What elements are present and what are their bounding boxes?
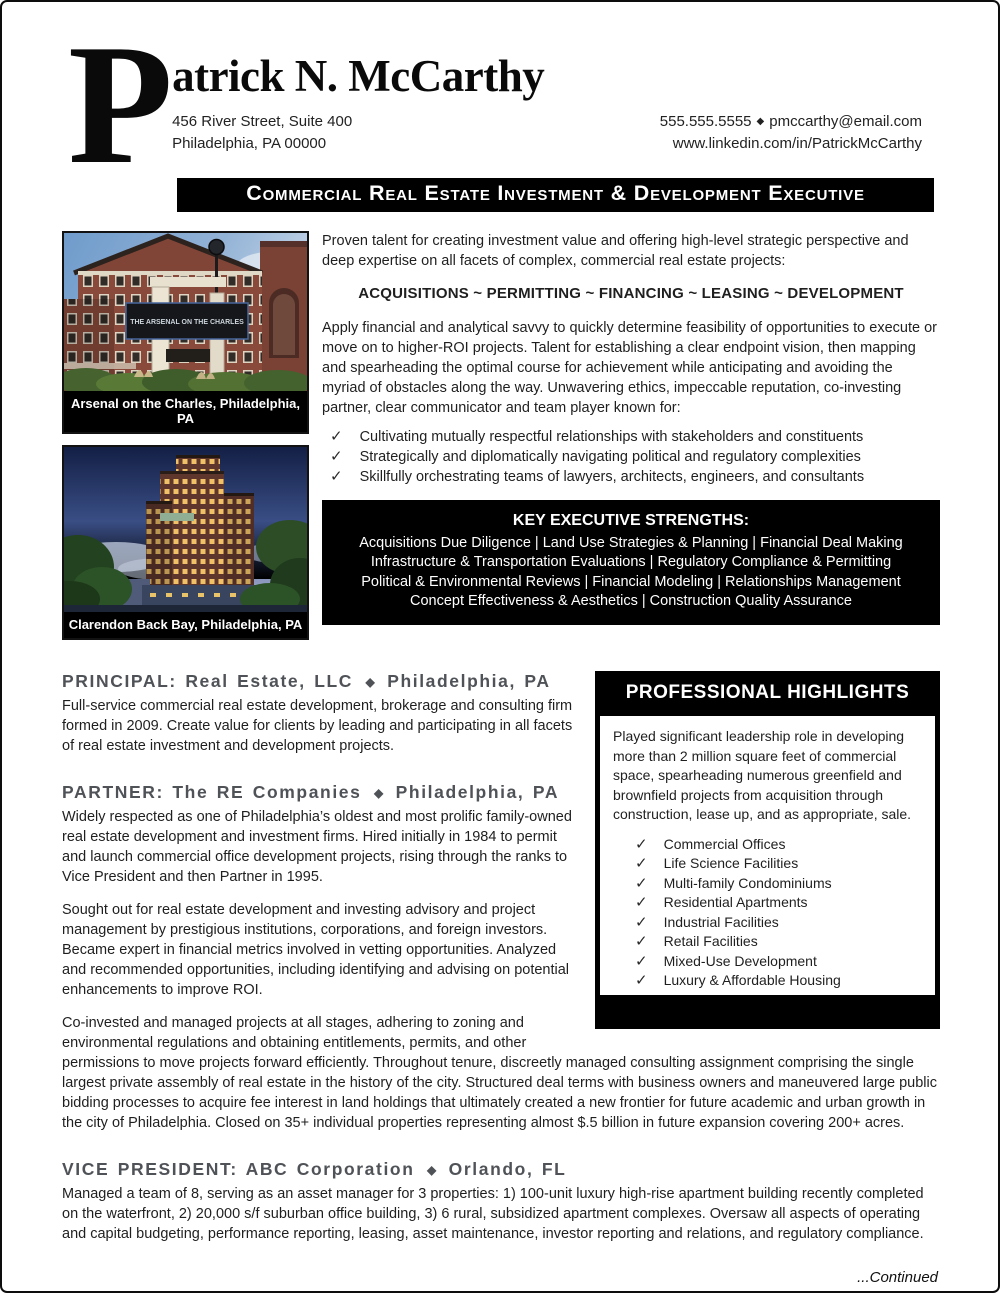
check-icon: ✓ (635, 913, 648, 931)
role-title: PRINCIPAL: (62, 671, 177, 692)
address-line-2: Philadelphia, PA 00000 (172, 135, 327, 152)
highlight-item (635, 952, 923, 972)
strengths-line: Infrastructure & Transportation Evaluations | Regulatory Compliance & Permitting (370, 554, 892, 571)
professional-highlights-title: PROFESSIONAL HIGHLIGHTS (625, 682, 910, 704)
summary-bullet (322, 447, 940, 467)
location: Philadelphia, PA (387, 671, 551, 692)
summary-body: Apply financial and analytical savvy to quickly determine feasibility of opportunities to execute or move on to higher-ROI projects. Talent for establishing a clear endpoint vision, then mapping and spearheading the optimal course for achievement while anticipating and avoiding the myriad of obstacles along the way. Unwavering ethics, impeccable reputation, co-investing partner, clear communicator and team player known for: (322, 320, 937, 417)
highlights-list (613, 835, 923, 991)
phone-email-line (660, 111, 922, 133)
check-icon: ✓ (635, 952, 648, 970)
strengths-line: Acquisitions Due Diligence | Land Use Strategies & Planning | Financial Deal Making (359, 534, 903, 551)
diamond-icon: ◆ (373, 786, 384, 801)
role-heading-vice-president (62, 1159, 940, 1180)
header-right (170, 42, 940, 155)
check-icon: ✓ (635, 874, 648, 892)
candidate-name: atrick N. McCarthy (172, 51, 545, 101)
header-info (172, 111, 940, 155)
diamond-icon: ◆ (365, 675, 375, 690)
diamond-icon: ◆ (426, 1163, 437, 1178)
photo-column (62, 231, 309, 640)
phone: 555.555.5555 (659, 113, 752, 130)
experience-section (62, 671, 940, 1288)
highlight-item (635, 932, 923, 952)
address-line-1: 456 River Street, Suite 400 (172, 113, 353, 130)
highlight-item (635, 874, 923, 894)
highlight-text: Commercial Offices (663, 835, 786, 852)
partner-paragraph-2: Sought out for real estate development and investing advisory and project management by prestigious institutions, corporations, and foreign investors. Became expert in financial metrics involved in vetting opportunities. Analyzed and recommended opportunities, including identifying and advising on potential enhancements to improve ROI. (62, 902, 570, 999)
highlight-text: Retail Facilities (663, 933, 758, 950)
company-name: The RE Companies (172, 782, 362, 803)
bullet-text: Cultivating mutually respectful relationships with stakeholders and constituents (359, 429, 864, 446)
check-icon: ✓ (330, 448, 343, 466)
linkedin-url: www.linkedin.com/in/PatrickMcCarthy (672, 135, 922, 152)
highlight-item (635, 971, 923, 991)
strengths-line: Political & Environmental Reviews | Financial Modeling | Relationships Management (361, 573, 901, 590)
check-icon: ✓ (635, 894, 648, 912)
highlight-item (635, 854, 923, 874)
bullet-text: Skillfully orchestrating teams of lawyers, architects, engineers, and consultants (359, 469, 865, 486)
highlight-text: Life Science Facilities (663, 855, 799, 872)
building-photo-card-2 (62, 445, 309, 640)
photo-caption-2: Clarendon Back Bay, Philadelphia, PA (64, 612, 307, 638)
company-name: ABC Corporation (245, 1159, 415, 1180)
check-icon: ✓ (330, 428, 343, 446)
principal-paragraph: Full-service commercial real estate development, brokerage and consulting firm formed in 2009. Create value for clients by leading and participating in all facets of real estate investment and development projects. (62, 698, 573, 755)
diamond-icon: ◆ (756, 116, 765, 127)
highlight-text: Luxury & Affordable Housing (663, 972, 841, 989)
highlight-text: Industrial Facilities (663, 913, 779, 930)
key-strengths-box (322, 500, 940, 625)
summary-bullet-list (322, 427, 940, 487)
email: pmccarthy@email.com (769, 113, 922, 130)
partner-paragraph-3: Co-invested and managed projects at all stages, adhering to zoning and environmental regulations and obtaining entitlements, permits, and other permissions to move projects forward efficiently. Throughout tenure, discreetly managed consulting assignment comprising the single largest private assembly of real estate in the history of the city. Structured deal terms with business owners and maneuvered large public bidding processes to acquire fee interest in land holdings that ultimately created a new frontier for future academic and urban growth in the city of Philadelphia. Closed on 35+ individual properties representing almost $.5 billion in future expansion covering 200+ acres. (62, 1015, 937, 1132)
continued-note: ...Continued (857, 1269, 938, 1287)
role-title: VICE PRESIDENT: (62, 1159, 238, 1180)
contact-block (660, 111, 922, 155)
clarendon-photo (64, 447, 307, 612)
photo-caption-1: Arsenal on the Charles, Philadelphia, PA (64, 391, 307, 432)
summary-section (309, 231, 940, 640)
check-icon: ✓ (635, 835, 648, 853)
company-name: Real Estate, LLC (185, 671, 354, 692)
title-banner: Commercial Real Estate Investment & Development Executive (177, 178, 934, 212)
partner-paragraph-1: Widely respected as one of Philadelphia’s oldest and most prolific family-owned real estate development and investment firms. Hired initially in 1984 to permit and launch commercial office development projects, rising through the ranks to Vice President and then Partner in 1995. (62, 809, 572, 886)
top-section (62, 231, 940, 640)
highlight-item (635, 835, 923, 855)
highlight-item (635, 893, 923, 913)
arsenal-sign-text: THE ARSENAL ON THE CHARLES (130, 319, 244, 327)
location: Philadelphia, PA (395, 782, 560, 803)
vice-president-paragraph: Managed a team of 8, serving as an asset manager for 3 properties: 1) 100-unit luxury high-rise apartment building recently completed on the waterfront, 2) 20,000 s/f suburban office building, 3) 6 rural, subsidized apartment complexes. Oversaw all aspects of operating and capital budgeting, performance reporting, leasing, asset maintenance, investor reporting and relations, and regulatory compliance. (62, 1186, 924, 1243)
check-icon: ✓ (635, 855, 648, 873)
arsenal-photo (64, 233, 307, 391)
check-icon: ✓ (635, 933, 648, 951)
building-photo-card-1 (62, 231, 309, 434)
highlights-intro: Played significant leadership role in developing more than 2 million square feet of commercial space, spearheading numerous greenfield and brownfield projects from acquisition through construction, lease up, and as appropriate, sale. (613, 728, 912, 823)
professional-highlights-body (600, 716, 935, 995)
check-icon: ✓ (330, 468, 343, 486)
location: Orlando, FL (448, 1159, 567, 1180)
keywords-line: ACQUISITIONS ~ PERMITTING ~ FINANCING ~ LEASING ~ DEVELOPMENT (358, 285, 904, 303)
name-drop-cap: P (68, 10, 171, 200)
summary-intro: Proven talent for creating investment value and offering high-level strategic perspective and deep expertise on all facets of complex, commercial real estate projects: (322, 233, 909, 270)
highlight-text: Mixed-Use Development (663, 952, 817, 969)
highlight-item (635, 913, 923, 933)
highlight-text: Multi-family Condominiums (663, 874, 832, 891)
check-icon: ✓ (635, 972, 648, 990)
address-block (172, 111, 352, 155)
summary-bullet (322, 427, 940, 447)
summary-bullet (322, 467, 940, 487)
professional-highlights-box (595, 671, 940, 1029)
bullet-text: Strategically and diplomatically navigating political and regulatory complexities (359, 449, 861, 466)
strengths-line: Concept Effectiveness & Aesthetics | Construction Quality Assurance (410, 593, 852, 610)
key-strengths-title: KEY EXECUTIVE STRENGTHS: (512, 512, 750, 530)
role-title: PARTNER: (62, 782, 164, 803)
highlight-text: Residential Apartments (663, 894, 808, 911)
